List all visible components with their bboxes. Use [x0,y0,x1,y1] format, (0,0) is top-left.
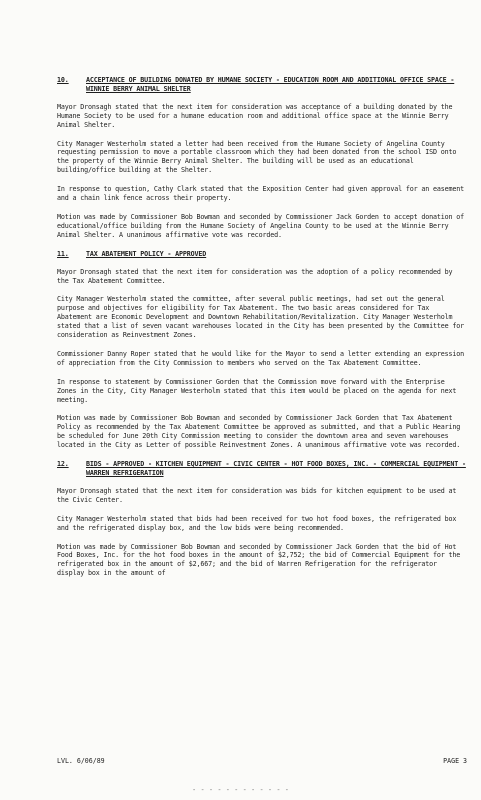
item-title: BIDS - APPROVED - KITCHEN EQUIPMENT - CIVIC CENTER - HOT FOOD BOXES, INC. - COMMERCIAL EQUIPMENT - WARREN REFRIGERATION [86,460,466,477]
item-number: 11. [57,249,69,258]
agenda-item-10 [57,76,467,240]
item-heading [57,460,467,478]
paragraph: Mayor Dronsagh stated that the next item for consideration was acceptance of a building donated by the Humane Society to be used for a humane education room and additional office space at the Winnie Berry Animal Shelter. [57,102,453,129]
paragraph: In response to question, Cathy Clark stated that the Exposition Center had given approval for an easement and a chain link fence across their property. [57,185,465,203]
paragraph: Motion was made by Commissioner Bob Bowman and seconded by Commissioner Jack Gorden that the bid of Hot Food Boxes, Inc. for the hot food boxes in the amount of $2,752; the bid of Commercial Equipment for the refrigerated box in the amount of $2,667; and the bid of Warren Refrigeration for the refrigerator display box in the amount of [57,542,461,578]
item-title: TAX ABATEMENT POLICY - APPROVED [86,249,207,258]
item-number: 10. [57,76,69,84]
agenda-item-12 [57,460,467,578]
page-footer [57,757,467,765]
item-number: 12. [57,460,69,469]
paragraph: Mayor Dronsagh stated that the next item for consideration was bids for kitchen equipment to be used at the Civic Center. [57,486,457,504]
item-heading [57,76,467,94]
paragraph: Commissioner Danny Roper stated that he would like for the Mayor to send a letter extending an expression of appreciation from the City Commission to members who served on the Tax Abatement Committee. [57,349,465,367]
paragraph: Motion was made by Commissioner Bob Bowman and seconded by Commissioner Jack Gorden that Tax Abatement Policy as recommended by the Tax Abatement Committee be approved as submitted, and that a Public Hearing be scheduled for June 20th City Commission meeting to consider the downtown area and seven warehouses located in the City as Letter of possible Reinvestment Zones. A unanimous affirmative vote was recorded. [57,414,461,450]
paragraph: City Manager Westerholm stated that bids had been received for two hot food boxes, the refrigerated box and the refrigerated display box, and the low bids were being recommended. [57,514,457,532]
minutes-body [57,76,467,588]
paragraph: Motion was made by Commissioner Bob Bowman and seconded by Commissioner Jack Gorden to accept donation of educational/office building from the Humane Society of Angelina County to be used at the Winnie Berry Animal Shelter. A unanimous affirmative vote was recorded. [57,212,465,239]
item-heading [57,250,467,259]
paragraph: City Manager Westerholm stated the committee, after several public meetings, had set out the general purpose and objectives for eligibility for Tax Abatement. The two basic areas considered for Tax Abatement are Economic Development and Downtown Rehabilitation/Revitalization. City Manager Westerholm stated that a list of seven vacant warehouses located in the City has been presented by the Committee for consideration as Reinvestment Zones. [57,295,465,340]
paragraph: In response to statement by Commissioner Gorden that the Commission move forward with the Enterprise Zones in the City, City Manager Westerholm stated that this item would be placed on the agenda for next meeting. [57,377,457,404]
paragraph: Mayor Dronsagh stated that the next item for consideration was the adoption of a policy recommended by the Tax Abatement Committee. [57,267,453,285]
item-title: ACCEPTANCE OF BUILDING DONATED BY HUMANE SOCIETY - EDUCATION ROOM AND ADDITIONAL OFFICE SPACE - WINNIE BERRY ANIMAL SHELTER [86,76,455,93]
agenda-item-11 [57,250,467,450]
scan-edge-marks: - - - - - - - - - - - - [192,786,289,794]
paragraph: City Manager Westerholm stated a letter had been received from the Humane Society of Angelina County requesting permission to move a portable classroom which they had been donated from the school ISD onto the property of the Winnie Berry Animal Shelter. The building will be used as an educational building/office building at the Shelter. [57,139,457,175]
footer-date: LVL. 6/06/89 [57,757,105,765]
page-number: PAGE 3 [443,757,467,765]
